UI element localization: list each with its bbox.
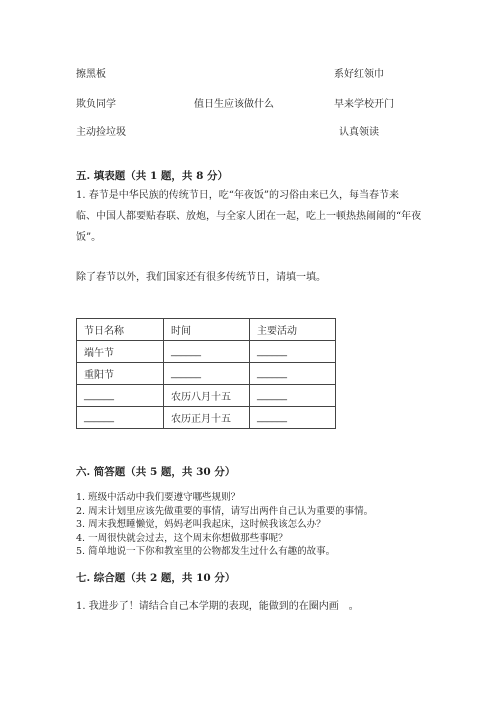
table-cell-blank[interactable]: ______ bbox=[77, 407, 164, 429]
section-6-heading: 六. 简答题（共 5 题，共 30 分） bbox=[76, 466, 236, 478]
section-5-heading: 五. 填表题（共 1 题，共 8 分） bbox=[76, 170, 229, 182]
match-left-item-2: 欺负同学 bbox=[76, 99, 116, 110]
section-7-heading: 七. 综合题（共 2 题，共 10 分） bbox=[76, 572, 236, 584]
table-header-cell: 节日名称 bbox=[77, 319, 164, 341]
question-item: 3. 周末我想睡懒觉，妈妈老叫我起床，这时候我该怎么办？ bbox=[76, 519, 326, 530]
question-item: 5. 简单地说一下你和教室里的公物都发生过什么有趣的故事。 bbox=[76, 546, 336, 557]
table-cell: 端午节 bbox=[77, 341, 164, 363]
match-right-item-1: 系好红领巾 bbox=[334, 69, 384, 80]
table-cell-blank[interactable]: ______ bbox=[250, 363, 336, 385]
match-left-item-1: 擦黑板 bbox=[76, 69, 106, 80]
question-item: 2. 周末计划里应该先做重要的事情，请写出两件自己认为重要的事情。 bbox=[76, 505, 374, 517]
table-cell: 重阳节 bbox=[77, 363, 164, 385]
table-cell-blank[interactable]: ______ bbox=[250, 341, 336, 363]
match-right-item-3: 认真领读 bbox=[339, 127, 379, 138]
section-6-question-list bbox=[76, 491, 373, 559]
table-cell: 农历八月十五 bbox=[164, 385, 250, 407]
section-5-instruction: 除了春节以外，我们国家还有很多传统节日，请填一填。 bbox=[76, 272, 326, 283]
match-right-item-2: 早来学校开门 bbox=[334, 99, 394, 110]
paragraph-line: 临、中国人都要贴春联、放炮，与全家人团在一起，吃上一顿热热闹闹的“年夜 bbox=[76, 211, 422, 222]
table-header-row bbox=[77, 319, 336, 341]
table-header-cell: 主要活动 bbox=[250, 319, 336, 341]
match-middle-item-1: 值日生应该做什么 bbox=[194, 99, 274, 110]
match-left-item-3: 主动捡垃圾 bbox=[76, 127, 126, 138]
festival-table bbox=[76, 318, 336, 429]
table-row bbox=[77, 363, 336, 385]
table-cell-blank[interactable]: ______ bbox=[250, 385, 336, 407]
question-item: 1. 班级中活动中我们要遵守哪些规则？ bbox=[76, 492, 241, 503]
question-item: 4. 一周很快就会过去，这个周末你想做那些事呢？ bbox=[76, 532, 288, 544]
table-cell-blank[interactable]: ______ bbox=[250, 407, 336, 429]
section-7-question: 1. 我进步了！请结合自己本学期的表现，能做到的在圈内画 。 bbox=[76, 601, 359, 612]
table-cell-blank[interactable]: ______ bbox=[164, 341, 250, 363]
table-row bbox=[77, 385, 336, 407]
table-header-cell: 时间 bbox=[164, 319, 250, 341]
paragraph-line: 饭”。 bbox=[76, 232, 102, 243]
table-row bbox=[77, 407, 336, 429]
table-cell-blank[interactable]: ______ bbox=[77, 385, 164, 407]
table-cell: 农历正月十五 bbox=[164, 407, 250, 429]
paragraph-line: 1. 春节是中华民族的传统节日，吃“年夜饭”的习俗由来已久，每当春节来 bbox=[76, 190, 399, 201]
section-5-paragraph bbox=[76, 185, 421, 248]
table-row bbox=[77, 341, 336, 363]
table-cell-blank[interactable]: ______ bbox=[164, 363, 250, 385]
